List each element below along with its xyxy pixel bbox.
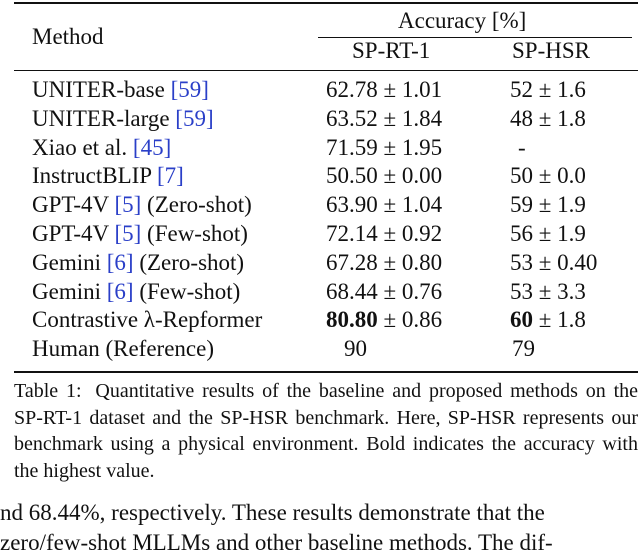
- cell-sp-rt-1: [326, 306, 442, 334]
- value-main: 50: [510, 163, 533, 189]
- value-std: ± 0.0: [533, 163, 586, 189]
- cell-method: [32, 76, 209, 104]
- table-bottom-rule: [14, 371, 638, 373]
- cell-sp-rt-1: [326, 162, 442, 190]
- cell-method: [32, 306, 262, 334]
- value-std: ± 0.76: [377, 278, 443, 304]
- header-accuracy: Accuracy [%]: [398, 8, 527, 33]
- method-name: GPT-4V: [32, 192, 115, 218]
- value-main: 67.28: [326, 249, 378, 275]
- value-std: ± 1.01: [377, 77, 443, 102]
- cell-sp-rt-1: [326, 278, 442, 306]
- value-main: -: [518, 134, 526, 160]
- value-main: 68.44: [326, 278, 378, 304]
- value-std: ± 1.9: [533, 221, 586, 246]
- value-std: ± 1.8: [533, 105, 586, 131]
- value-std: ± 1.8: [533, 307, 586, 333]
- value-std: ± 0.00: [377, 163, 443, 189]
- cell-sp-hsr: [510, 306, 586, 334]
- table-row: [0, 76, 640, 105]
- value-main: 52: [510, 77, 533, 102]
- header-sp-rt-1: SP-RT-1: [352, 38, 431, 63]
- caption-label: Table 1:: [14, 380, 82, 402]
- cell-sp-hsr: [510, 105, 586, 133]
- value-main: 59: [510, 192, 533, 218]
- method-name: Xiao et al.: [32, 134, 133, 160]
- method-suffix: (Zero-shot): [133, 249, 245, 275]
- cell-method: [32, 134, 171, 162]
- value-std: ± 1.04: [377, 192, 443, 218]
- value-std: ± 1.84: [377, 105, 443, 131]
- cell-sp-rt-1: [326, 76, 442, 104]
- cell-sp-hsr: [512, 335, 535, 363]
- value-main: 63.90: [326, 192, 378, 218]
- header-method: Method: [32, 24, 104, 49]
- cell-method: [32, 191, 252, 219]
- body-line-1: nd 68.44%, respectively. These results demonstrate that the: [0, 500, 545, 525]
- cell-method: [32, 105, 214, 133]
- value-main: 62.78: [326, 77, 378, 102]
- method-name: Gemini: [32, 249, 107, 275]
- table-row: [0, 249, 640, 278]
- citation-link[interactable]: [5]: [114, 221, 142, 246]
- table-row: [0, 220, 640, 249]
- cell-method: [32, 249, 244, 277]
- value-std: ± 3.3: [533, 278, 586, 304]
- citation-link[interactable]: [59]: [170, 77, 209, 102]
- value-main: 48: [510, 105, 533, 131]
- cell-method: [32, 162, 184, 190]
- cell-sp-hsr: [510, 191, 586, 219]
- cell-sp-rt-1: [326, 249, 442, 277]
- table-row: [0, 105, 640, 134]
- value-main: 71.59: [326, 134, 378, 160]
- value-main: 60: [510, 307, 533, 333]
- method-name: UNITER-large: [32, 105, 176, 131]
- method-suffix: (Few-shot): [141, 221, 248, 246]
- cell-sp-hsr: [510, 220, 586, 248]
- citation-link[interactable]: [6]: [106, 278, 134, 304]
- value-std: ± 1.9: [533, 192, 586, 218]
- cell-sp-rt-1: [326, 105, 442, 133]
- cell-sp-rt-1: [326, 220, 442, 248]
- method-name: UNITER-base: [32, 77, 171, 102]
- cell-sp-hsr: [510, 278, 586, 306]
- table-row: [0, 306, 640, 335]
- method-name: InstructBLIP: [32, 163, 157, 189]
- citation-link[interactable]: [6]: [106, 249, 134, 275]
- table-row: [0, 278, 640, 307]
- value-std: ± 1.95: [377, 134, 443, 160]
- table-caption: [14, 378, 638, 484]
- citation-link[interactable]: [45]: [132, 134, 172, 160]
- method-name: Gemini: [32, 278, 107, 304]
- value-main: 80.80: [326, 307, 378, 333]
- value-main: 53: [510, 278, 533, 304]
- value-main: 53: [510, 249, 533, 275]
- body-line-2: zero/few-shot MLLMs and other baseline methods. The dif-: [0, 530, 553, 555]
- citation-link[interactable]: [5]: [114, 192, 142, 218]
- cell-sp-hsr: [518, 134, 526, 162]
- value-main: 50.50: [326, 163, 378, 189]
- value-main: 63.52: [326, 105, 378, 131]
- cell-sp-rt-1: [326, 191, 442, 219]
- cell-sp-hsr: [510, 76, 586, 104]
- header-sp-hsr: SP-HSR: [512, 38, 590, 63]
- table-top-rule: [14, 2, 638, 4]
- cell-sp-hsr: [510, 162, 586, 190]
- value-std: ± 0.86: [377, 307, 443, 333]
- table-row: [0, 191, 640, 220]
- value-main: 56: [510, 221, 533, 246]
- value-main: 79: [512, 336, 535, 362]
- citation-link[interactable]: [59]: [175, 105, 214, 131]
- method-suffix: (Few-shot): [133, 278, 241, 304]
- value-std: ± 0.80: [377, 249, 443, 275]
- caption-text: Quantitative results of the baseline and proposed methods on the SP-RT-1 dataset and the SP-HSR benchmark. Here, SP-HSR represents our benchmark using a physical environment. Bold indicates the accuracy with the highest value.: [14, 380, 639, 482]
- method-name: GPT-4V: [32, 221, 115, 246]
- table-row: [0, 134, 640, 163]
- cell-sp-rt-1: [326, 134, 442, 162]
- value-std: ± 1.6: [533, 77, 586, 102]
- cell-method: [32, 220, 248, 248]
- value-std: ± 0.92: [377, 221, 443, 246]
- table-row: [0, 335, 640, 364]
- value-std: ± 0.40: [533, 249, 598, 275]
- table-row: [0, 162, 640, 191]
- cell-method: [32, 335, 214, 363]
- cell-sp-rt-1: [344, 335, 367, 363]
- method-name: Human (Reference): [32, 336, 214, 362]
- table-mid-rule: [14, 70, 638, 71]
- citation-link[interactable]: [7]: [157, 163, 184, 189]
- cell-sp-hsr: [510, 249, 597, 277]
- cell-method: [32, 278, 240, 306]
- method-suffix: (Zero-shot): [141, 192, 252, 218]
- method-name: Contrastive λ-Repformer: [32, 307, 263, 333]
- value-main: 90: [344, 336, 367, 362]
- value-main: 72.14: [326, 221, 378, 246]
